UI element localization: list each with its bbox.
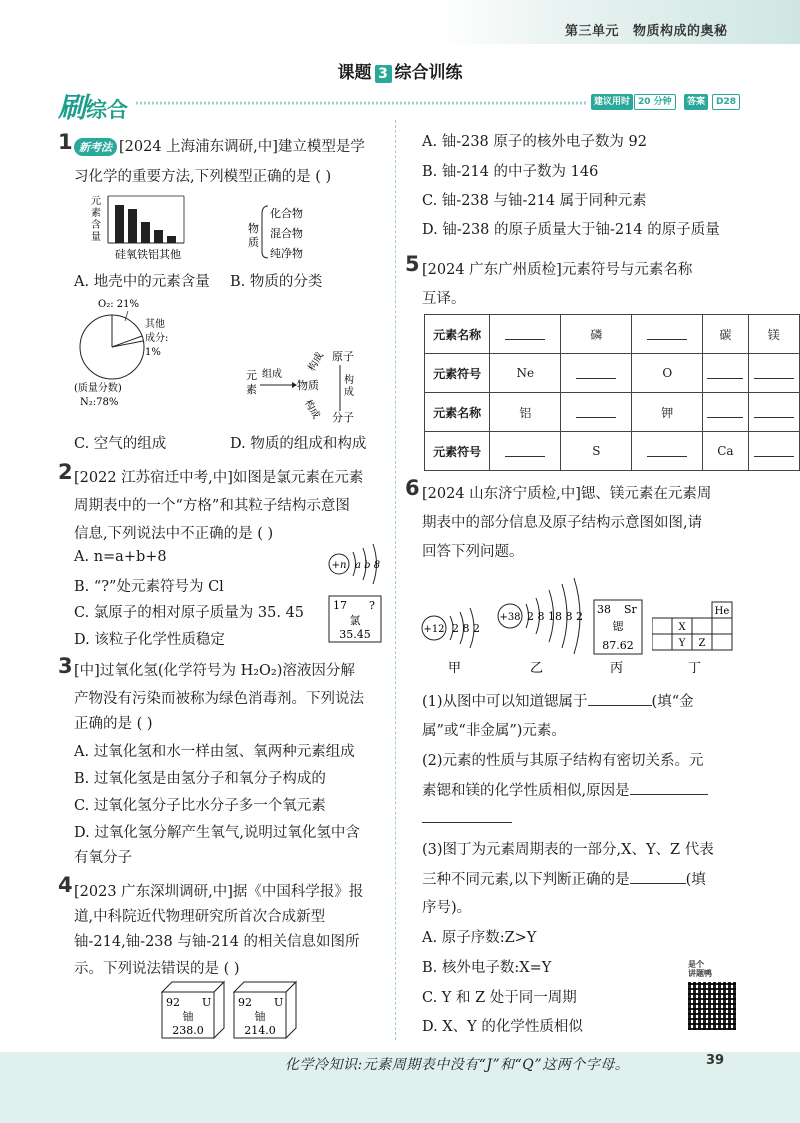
- q6-option-c: C. Y 和 Z 处于同一周期: [422, 990, 577, 1006]
- table-cell: Ne: [490, 354, 561, 393]
- answer-blank[interactable]: [707, 364, 743, 379]
- q6-sr-cell-number: 38: [597, 603, 611, 616]
- q6-line-1: [2024 山东济宁质检,中]锶、镁元素在元素周: [422, 486, 712, 502]
- footer-trivia: 化学冷知识:元素周期表中没有“J”和“Q”这两个字母。: [285, 1057, 630, 1073]
- unit-heading: [565, 20, 742, 39]
- q4-box2-number: 92: [238, 996, 252, 1009]
- q2-nucleus-label: +n: [331, 560, 347, 571]
- class-item-2: 混合物: [270, 227, 303, 240]
- column-divider: [395, 120, 396, 1040]
- comp-elem-1: 元: [246, 369, 257, 382]
- q2-option-a: A. n=a+b+8: [74, 549, 167, 565]
- q6-sub2-line-1: (2)元素的性质与其原子结构有密切关系。元: [422, 753, 704, 769]
- q5-line-1: [2024 广东广州质检]元素符号与元素名称: [422, 262, 693, 278]
- q6-cell-r1c1: [652, 618, 672, 634]
- q6-cell-r1c3: [692, 618, 712, 634]
- q6-line-3: 回答下列问题。: [422, 544, 524, 560]
- q3-option-a: A. 过氧化氢和水一样由氢、氧两种元素组成: [74, 744, 355, 760]
- class-item-1: 化合物: [270, 207, 303, 220]
- q3-number: 3: [58, 654, 73, 678]
- q2-cell-name: 氯: [349, 614, 361, 627]
- comp-wuzhi: 物质: [297, 379, 319, 392]
- q2-option-b: B. “?”处元素符号为 Cl: [74, 579, 224, 595]
- answer-label: 答案: [684, 94, 708, 110]
- comp-goucheng-top: 构成: [306, 350, 327, 374]
- pie-o2-label: O₂: 21%: [98, 299, 139, 310]
- q2-chlorine-cell: [325, 595, 385, 645]
- q4-box2-side: [286, 982, 296, 1038]
- answer-blank[interactable]: [647, 442, 687, 457]
- q6-number: 6: [405, 476, 420, 500]
- q1-line-1: [74, 135, 365, 156]
- comp-yuanzi: 原子: [332, 350, 354, 363]
- q2-cell-symbol: ?: [369, 599, 375, 612]
- class-label-2: 质: [248, 236, 259, 249]
- q3-option-d: D. 过氧化氢分解产生氧气,说明过氧化氢中含: [74, 825, 360, 841]
- q6-z: Z: [698, 638, 706, 649]
- table-cell[interactable]: [490, 432, 561, 471]
- q2-cell-number: 17: [333, 599, 347, 612]
- q6-periodic-fragment: [652, 598, 738, 678]
- table-cell: 铝: [490, 393, 561, 432]
- q6-sub3-line-3: 序号)。: [422, 900, 472, 916]
- page-number: 39: [706, 1053, 725, 1068]
- pie-other-3: 1%: [145, 347, 161, 358]
- qr-caption-2: 讲题鸭: [688, 969, 712, 978]
- table-cell[interactable]: [632, 315, 703, 354]
- q6-sub2-blank-2[interactable]: [422, 808, 512, 823]
- q3-line-2: 产物没有污染而被称为绿色消毒剂。下列说法: [74, 691, 364, 707]
- comp-goucheng-right-1: 构: [344, 375, 354, 386]
- qr-code[interactable]: [688, 982, 736, 1030]
- comp-elem-2: 素: [246, 383, 257, 396]
- table-cell: O: [632, 354, 703, 393]
- bar-caption: 硅氧铁铝其他: [115, 248, 181, 261]
- q6-cell-r2c4: [712, 634, 732, 650]
- table-row: [425, 315, 800, 354]
- table-cell[interactable]: [561, 393, 632, 432]
- q2-line-1: [2022 江苏宿迁中考,中]如图是氯元素在元素: [74, 470, 364, 486]
- q6-sub3-text-a: 三种不同元素,以下判断正确的是: [422, 872, 630, 888]
- table-cell[interactable]: [561, 354, 632, 393]
- q6-sub3-blank[interactable]: [630, 869, 686, 884]
- q1-option-d: D. 物质的组成和构成: [230, 436, 367, 452]
- q2-chlorine-structure: [325, 540, 390, 590]
- bar-oxygen: [128, 209, 137, 243]
- q4-line-2: 道,中科院近代物理研究所首次合成新型: [74, 909, 326, 925]
- q6-sub1-blank[interactable]: [588, 691, 652, 706]
- comp-zucheng: 组成: [262, 369, 282, 380]
- q3-line-3: 正确的是 ( ): [74, 716, 153, 732]
- brand-char: 刷: [58, 91, 87, 124]
- q6-sub1-text-a: (1)从图中可以知道锶属于: [422, 694, 588, 710]
- q4-box1-name: 铀: [182, 1010, 194, 1023]
- q6-label-bing: 丙: [610, 661, 624, 676]
- q6-sr-cell-symbol: Sr: [624, 603, 637, 616]
- q6-sub2-text: 素锶和镁的化学性质相似,原因是: [422, 783, 630, 799]
- q4-uranium-238-box: [158, 978, 228, 1040]
- comp-goucheng-right-2: 成: [344, 387, 354, 398]
- q2-line-2: 周期表中的一个“方格”和其粒子结构示意图: [74, 498, 350, 514]
- comp-goucheng-bottom: 构成: [301, 398, 322, 421]
- table-cell[interactable]: [703, 393, 748, 432]
- answer-blank[interactable]: [754, 364, 794, 379]
- q4-box2-name: 铀: [254, 1010, 266, 1023]
- table-cell[interactable]: [490, 315, 561, 354]
- bar-ylabel-2: 素: [91, 208, 101, 219]
- table-cell[interactable]: [748, 393, 799, 432]
- bar-other: [167, 236, 176, 243]
- q2-option-d: D. 该粒子化学性质稳定: [74, 632, 225, 648]
- q2-cell-mass: 35.45: [339, 628, 371, 641]
- table-cell[interactable]: [748, 432, 799, 471]
- q4-box1-side: [214, 982, 224, 1038]
- qr-caption-1: 是个: [688, 960, 704, 969]
- qr-caption: [688, 960, 712, 978]
- q6-sr-shells: 2 8 18 8 2: [527, 610, 583, 623]
- q1-option-b: B. 物质的分类: [230, 274, 323, 290]
- q6-sub1-line-1: [422, 690, 694, 711]
- q1-line-1-text: [2024 上海浦东调研,中]建立模型是学: [119, 139, 365, 155]
- q6-sub1-text-b: (填“金: [651, 694, 694, 710]
- q6-sub2-line-3: [422, 808, 512, 827]
- class-item-3: 纯净物: [270, 247, 303, 260]
- q2-line-3: 信息,下列说法中不正确的是 ( ): [74, 526, 274, 542]
- table-cell: 元素符号: [425, 354, 490, 393]
- q6-option-b: B. 核外电子数:X=Y: [422, 960, 552, 976]
- q6-he: He: [714, 606, 730, 617]
- answer-blank[interactable]: [505, 442, 545, 457]
- q1-model-c-pie-chart: [70, 295, 200, 415]
- table-row: [425, 432, 800, 471]
- pie-other-1: 其他: [145, 319, 165, 330]
- q4-box2-symbol: U: [274, 996, 284, 1009]
- table-cell[interactable]: [632, 432, 703, 471]
- q1-option-a: A. 地壳中的元素含量: [74, 274, 210, 290]
- q4-option-b: B. 铀-214 的中子数为 146: [422, 164, 599, 180]
- answer-blank[interactable]: [647, 325, 687, 340]
- q6-mg-shells: 2 8 2: [452, 622, 480, 635]
- q6-cell-r1c4: [712, 618, 732, 634]
- answer-blank[interactable]: [754, 403, 794, 418]
- q6-line-2: 期表中的部分信息及原子结构示意图如图,请: [422, 515, 703, 531]
- bar-ylabel-1: 元: [91, 196, 101, 207]
- q3-line-1: [中]过氧化氢(化学符号为 H₂O₂)溶液因分解: [74, 663, 355, 679]
- q1-option-c: C. 空气的组成: [74, 436, 167, 452]
- q1-model-a-bar-chart: [84, 192, 204, 264]
- q4-line-3: 铀-214,铀-238 与铀-214 的相关信息如图所: [74, 934, 360, 950]
- q3-option-c: C. 过氧化氢分子比水分子多一个氧元素: [74, 798, 326, 814]
- unit-title: 物质构成的奥秘: [633, 24, 728, 39]
- q4-box1-symbol: U: [202, 996, 212, 1009]
- q5-number: 5: [405, 252, 420, 276]
- answer-blank[interactable]: [576, 403, 616, 418]
- bar-ylabel-3: 含: [91, 220, 101, 231]
- table-cell: Ca: [703, 432, 748, 471]
- brand-text: 综合: [86, 98, 129, 122]
- q2-option-c: C. 氯原子的相对原子质量为 35. 45: [74, 605, 305, 621]
- table-row: [425, 393, 800, 432]
- q1-number: 1: [58, 130, 73, 154]
- q1-model-b-classification: [240, 200, 340, 264]
- q4-line-4: 示。下列说法错误的是 ( ): [74, 961, 240, 977]
- q1-line-2: 习化学的重要方法,下列模型正确的是 ( ): [74, 169, 332, 185]
- q6-label-yi: 乙: [530, 661, 544, 676]
- q4-number: 4: [58, 873, 73, 897]
- q6-sr-cell-mass: 87.62: [602, 639, 634, 652]
- suggest-time-value: 20 分钟: [634, 94, 676, 110]
- bar-iron: [141, 222, 150, 243]
- q6-sub3-line-2: [422, 868, 706, 889]
- suggest-time-label: 建议用时: [591, 94, 633, 110]
- table-cell[interactable]: [703, 354, 748, 393]
- answer-blank[interactable]: [707, 403, 743, 418]
- q1-new-tag: 新考法: [74, 138, 117, 156]
- q6-sub3-line-1: (3)图丁为元素周期表的一部分,X、Y、Z 代表: [422, 842, 714, 858]
- q2-number: 2: [58, 460, 73, 484]
- q5-line-2: 互译。: [422, 291, 466, 307]
- q2-shell-labels: a b 8: [355, 560, 381, 571]
- table-cell: 钾: [632, 393, 703, 432]
- q4-box2-mass: 214.0: [244, 1024, 276, 1037]
- q6-mg-nucleus-label: +12: [423, 624, 445, 635]
- q6-cell-r2c1: [652, 634, 672, 650]
- table-cell: 元素符号: [425, 432, 490, 471]
- q5-element-table: [424, 314, 800, 471]
- q3-option-d-cont: 有氧分子: [74, 850, 132, 866]
- q6-sr-nucleus-label: +38: [499, 612, 521, 623]
- table-cell: S: [561, 432, 632, 471]
- q6-sr-structure: [494, 574, 590, 678]
- q4-option-a: A. 铀-238 原子的核外电子数为 92: [422, 134, 647, 150]
- q1-model-d-composition: [240, 345, 370, 425]
- page-title: [0, 58, 800, 83]
- unit-number: 第三单元: [565, 24, 620, 39]
- table-row: [425, 354, 800, 393]
- q6-option-a: A. 原子序数:Z>Y: [422, 930, 537, 946]
- q6-sr-cell: [592, 598, 648, 678]
- q6-x: X: [678, 622, 686, 633]
- bar-silicon: [115, 205, 124, 243]
- pie-note: (质量分数): [74, 383, 122, 394]
- answer-page: D28: [712, 94, 740, 110]
- table-cell: 磷: [561, 315, 632, 354]
- q6-sub3-text-b: (填: [685, 872, 706, 888]
- title-suffix: 综合训练: [394, 63, 463, 83]
- q4-option-c: C. 铀-238 与铀-214 属于同种元素: [422, 193, 647, 209]
- table-cell[interactable]: [748, 354, 799, 393]
- q6-y: Y: [678, 638, 686, 649]
- table-cell: 镁: [748, 315, 799, 354]
- q6-label-jia: 甲: [448, 661, 462, 676]
- pie-n2-label: N₂:78%: [80, 397, 119, 408]
- title-number-badge: 3: [375, 65, 392, 83]
- q4-box1-top: [162, 982, 224, 992]
- q4-option-d: D. 铀-238 的原子质量大于铀-214 的原子质量: [422, 222, 720, 238]
- bar-aluminum: [154, 230, 163, 243]
- q6-sub2-blank-1[interactable]: [630, 780, 708, 795]
- class-label-1: 物: [248, 222, 259, 235]
- q6-option-d: D. X、Y 的化学性质相似: [422, 1019, 583, 1035]
- q4-box1-mass: 238.0: [172, 1024, 204, 1037]
- table-cell: 元素名称: [425, 315, 490, 354]
- q6-label-ding: 丁: [688, 661, 702, 676]
- comp-fenzi: 分子: [332, 411, 354, 424]
- q6-mg-structure: [418, 598, 494, 678]
- answer-blank[interactable]: [505, 325, 545, 340]
- q4-uranium-214-box: [230, 978, 300, 1040]
- q4-line-1: [2023 广东深圳调研,中]据《中国科学报》报: [74, 884, 364, 900]
- answer-blank[interactable]: [576, 364, 616, 379]
- pie-other-2: 成分:: [145, 333, 169, 344]
- table-cell: 碳: [703, 315, 748, 354]
- q6-sub1-line-2: 属”或“非金属”)元素。: [422, 723, 566, 739]
- q3-option-b: B. 过氧化氢是由氢分子和氧分子构成的: [74, 771, 326, 787]
- answer-blank[interactable]: [754, 442, 794, 457]
- title-prefix: 课题: [337, 63, 372, 83]
- bar-ylabel-4: 量: [91, 232, 101, 243]
- q6-sr-cell-name: 锶: [612, 620, 624, 633]
- class-brace: [262, 206, 268, 258]
- q4-box2-top: [234, 982, 296, 992]
- q4-box1-number: 92: [166, 996, 180, 1009]
- table-cell: 元素名称: [425, 393, 490, 432]
- q6-sub2-line-2: [422, 779, 708, 800]
- section-brand: [58, 86, 128, 126]
- dotted-rule: [135, 100, 587, 106]
